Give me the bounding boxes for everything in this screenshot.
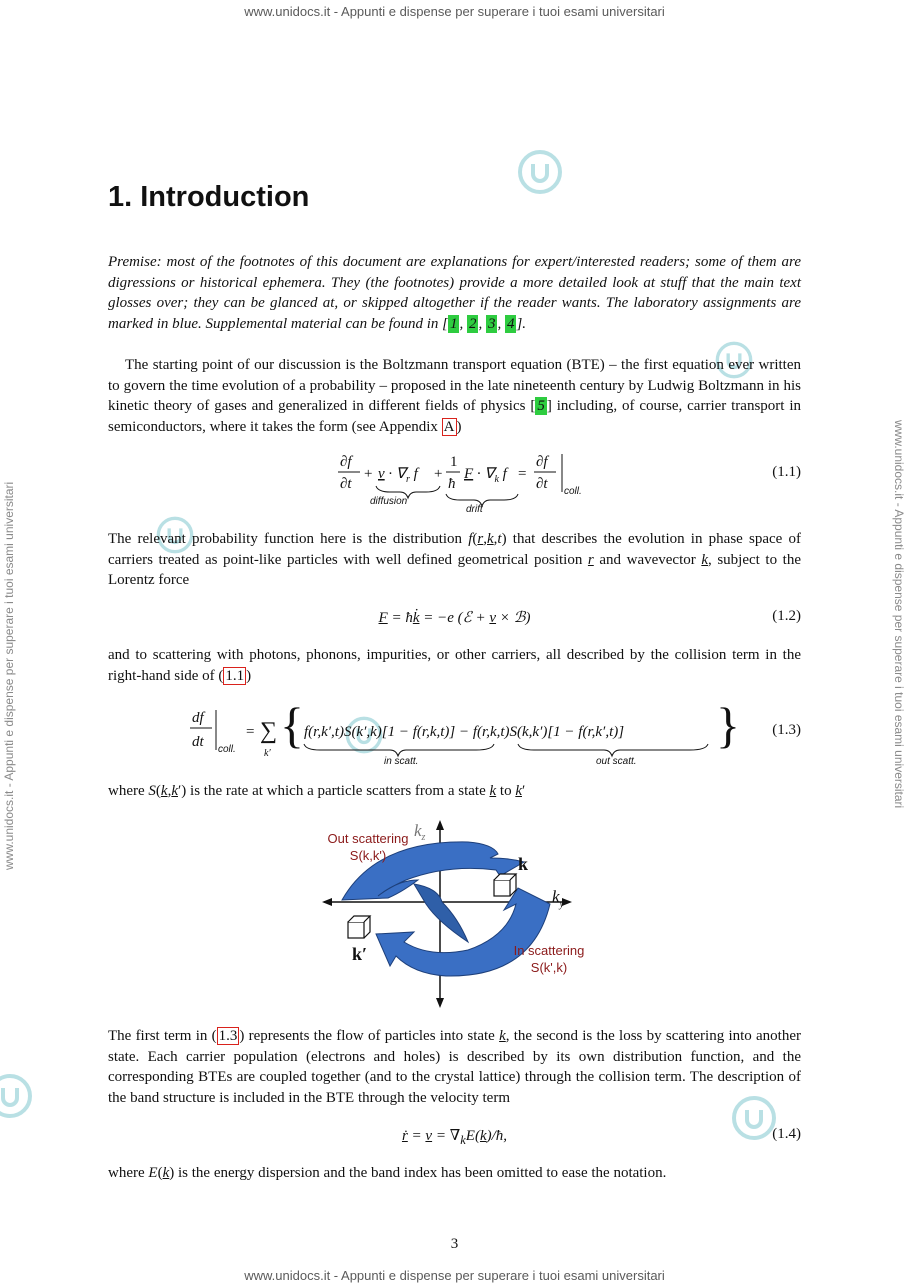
- premise-paragraph: Premise: most of the footnotes of this document are explanations for expert/interested readers; some of them are digressions or historical ephemera. They (the footnotes) provide a more detailed look at stuff that the main text glosses over; they can be glanced at, or skipped altogether if the reader wants. The laboratory assignments are marked in blue. Supplemental material can be found in [ 1 , 2 , 3 , 4 ].: [108, 254, 801, 333]
- drift-label: drift: [466, 504, 483, 512]
- equation-1-1: [108, 452, 801, 512]
- citation-link[interactable]: 5: [537, 398, 545, 415]
- coll-label: coll.: [218, 744, 236, 755]
- svg-text:F · ∇k f: $F \cdot \nabla_k$ f: [464, 466, 507, 485]
- watermark-bottom: www.unidocs.it - Appunti e dispense per superare i tuoi esami universitari: [244, 1268, 665, 1283]
- equation-reference-link[interactable]: 1.1: [225, 667, 245, 684]
- coll-label: coll.: [564, 486, 582, 497]
- out-scattering-label: Out scattering S(k,k'): [327, 831, 409, 863]
- equation-1-3: [108, 700, 801, 766]
- svg-text:=: =: [246, 724, 255, 740]
- scattering-paragraph: and to scattering with photons, phonons, impurities, or other carriers, all described by the collision term in the right-hand side of ( 1.1 ): [108, 647, 801, 684]
- page-number: 3: [450, 1236, 459, 1252]
- svg-text:∂f: ∂f: [340, 454, 352, 470]
- distribution-paragraph: The relevant probability function here is the distribution f(r,k,t) that describes the evolution in phase space of carriers treated as point-like particles with well defined geometrical position r and wavevector k, subject to the Lorentz force: [108, 531, 802, 589]
- citation-link[interactable]: 1: [449, 316, 458, 333]
- citation-link[interactable]: 2: [468, 316, 477, 333]
- diffusion-label: diffusion: [370, 496, 408, 507]
- svg-text:{: {: [280, 700, 304, 753]
- svg-text:∂t: ∂t: [536, 476, 548, 492]
- unidocs-logo-icon: [516, 148, 564, 196]
- citation-link[interactable]: 4: [506, 316, 515, 333]
- equation-number: (1.3): [772, 722, 801, 738]
- svg-text:}: }: [716, 700, 740, 753]
- in-scatt-label: in scatt.: [384, 756, 419, 766]
- svg-text:v · ∇r f: $v \cdot \nabla_r$ f: [378, 466, 418, 485]
- intro-paragraph: The starting point of our discussion is the Boltzmann transport equation (BTE) – the first equation ever written to govern the time evolution of a probability – proposed in the late nineteenth century by Ludwig Boltzmann in his kinetic theory of gases and generalized in different fields of physics [ 5 ] including, of course, carrier transport in semiconductors, where it takes the form (see Appendix A ): [108, 357, 801, 436]
- state-k-prime-label: k′: [352, 944, 368, 964]
- svg-text:∂t: ∂t: [340, 476, 352, 492]
- watermark-right: www.unidocs.it - Appunti e dispense per superare i tuoi esami universitari: [892, 420, 906, 809]
- scattering-diagram: [318, 818, 588, 1010]
- cube-k-icon: [494, 874, 516, 896]
- cube-k-prime-icon: [348, 916, 370, 938]
- equation-number: (1.2): [772, 608, 801, 624]
- equation-1-2: [108, 608, 801, 638]
- out-scatt-label: out scatt.: [596, 756, 637, 766]
- flow-paragraph: The first term in ( 1.3 ) represents the flow of particles into state k, the second is the loss by scattering into another state. Each carrier population (electrons and holes) is described by its own distribution function, and the corresponding BTEs are coupled together (and to the crystal lattice) through the collision term. The description of the band structure is included in the BTE through the velocity term: [108, 1028, 801, 1107]
- svg-text:1: 1: [450, 454, 458, 470]
- equation-reference-link[interactable]: 1.3: [218, 1028, 238, 1044]
- svg-text:∑: ∑: [260, 718, 278, 744]
- svg-text:ħ: ħ: [448, 476, 456, 492]
- collision-term-equation: [188, 700, 748, 766]
- section-heading: 1. Introduction: [108, 181, 310, 213]
- appendix-link[interactable]: A: [443, 419, 455, 436]
- axis-kz-label: $k_z$: [414, 821, 426, 843]
- axis-ky-label: $k_y$: [552, 887, 564, 910]
- velocity-equation: ṙ = $v = \nabla_kE(k)/ħ$,: [401, 1128, 508, 1147]
- equation-1-4: [108, 1126, 801, 1156]
- svg-text:∂f: ∂f: [536, 454, 548, 470]
- svg-text:=: =: [518, 466, 527, 482]
- dispersion-paragraph: where E(k) is the energy dispersion and the band index has been omitted to ease the notation.: [108, 1165, 667, 1181]
- svg-text:f(r,k′,t)S(k′,k)[1 − f(r,k,t)]: f(r,k′,t)S(k′,k)[1 − f(r,k,t)] − f(r,k,t)S(k,k′)[1 − f(r,k′,t)]: [304, 724, 625, 740]
- state-k-label: k: [518, 854, 529, 874]
- svg-text:+: +: [434, 466, 443, 482]
- in-scattering-label: In scattering S(k',k): [513, 943, 585, 975]
- lorentz-force-equation: F = ħk̇ = −e (ℰ + v × ℬ): [378, 610, 531, 626]
- svg-text:+: +: [364, 466, 373, 482]
- equation-number: (1.4): [772, 1126, 801, 1142]
- watermark-top: www.unidocs.it - Appunti e dispense per superare i tuoi esami universitari: [244, 4, 665, 19]
- watermark-left: www.unidocs.it - Appunti e dispense per superare i tuoi esami universitari: [2, 481, 16, 870]
- citation-link[interactable]: 3: [487, 316, 496, 333]
- unidocs-logo-icon: [0, 1072, 34, 1120]
- svg-text:k′: k′: [264, 748, 271, 759]
- equation-number: (1.1): [772, 464, 801, 480]
- svg-text:dt: dt: [192, 734, 204, 750]
- svg-text:df: df: [192, 710, 204, 726]
- rate-paragraph: where S(k,k′) is the rate at which a particle scatters from a state k to k′: [108, 783, 526, 799]
- bte-equation: [330, 452, 590, 512]
